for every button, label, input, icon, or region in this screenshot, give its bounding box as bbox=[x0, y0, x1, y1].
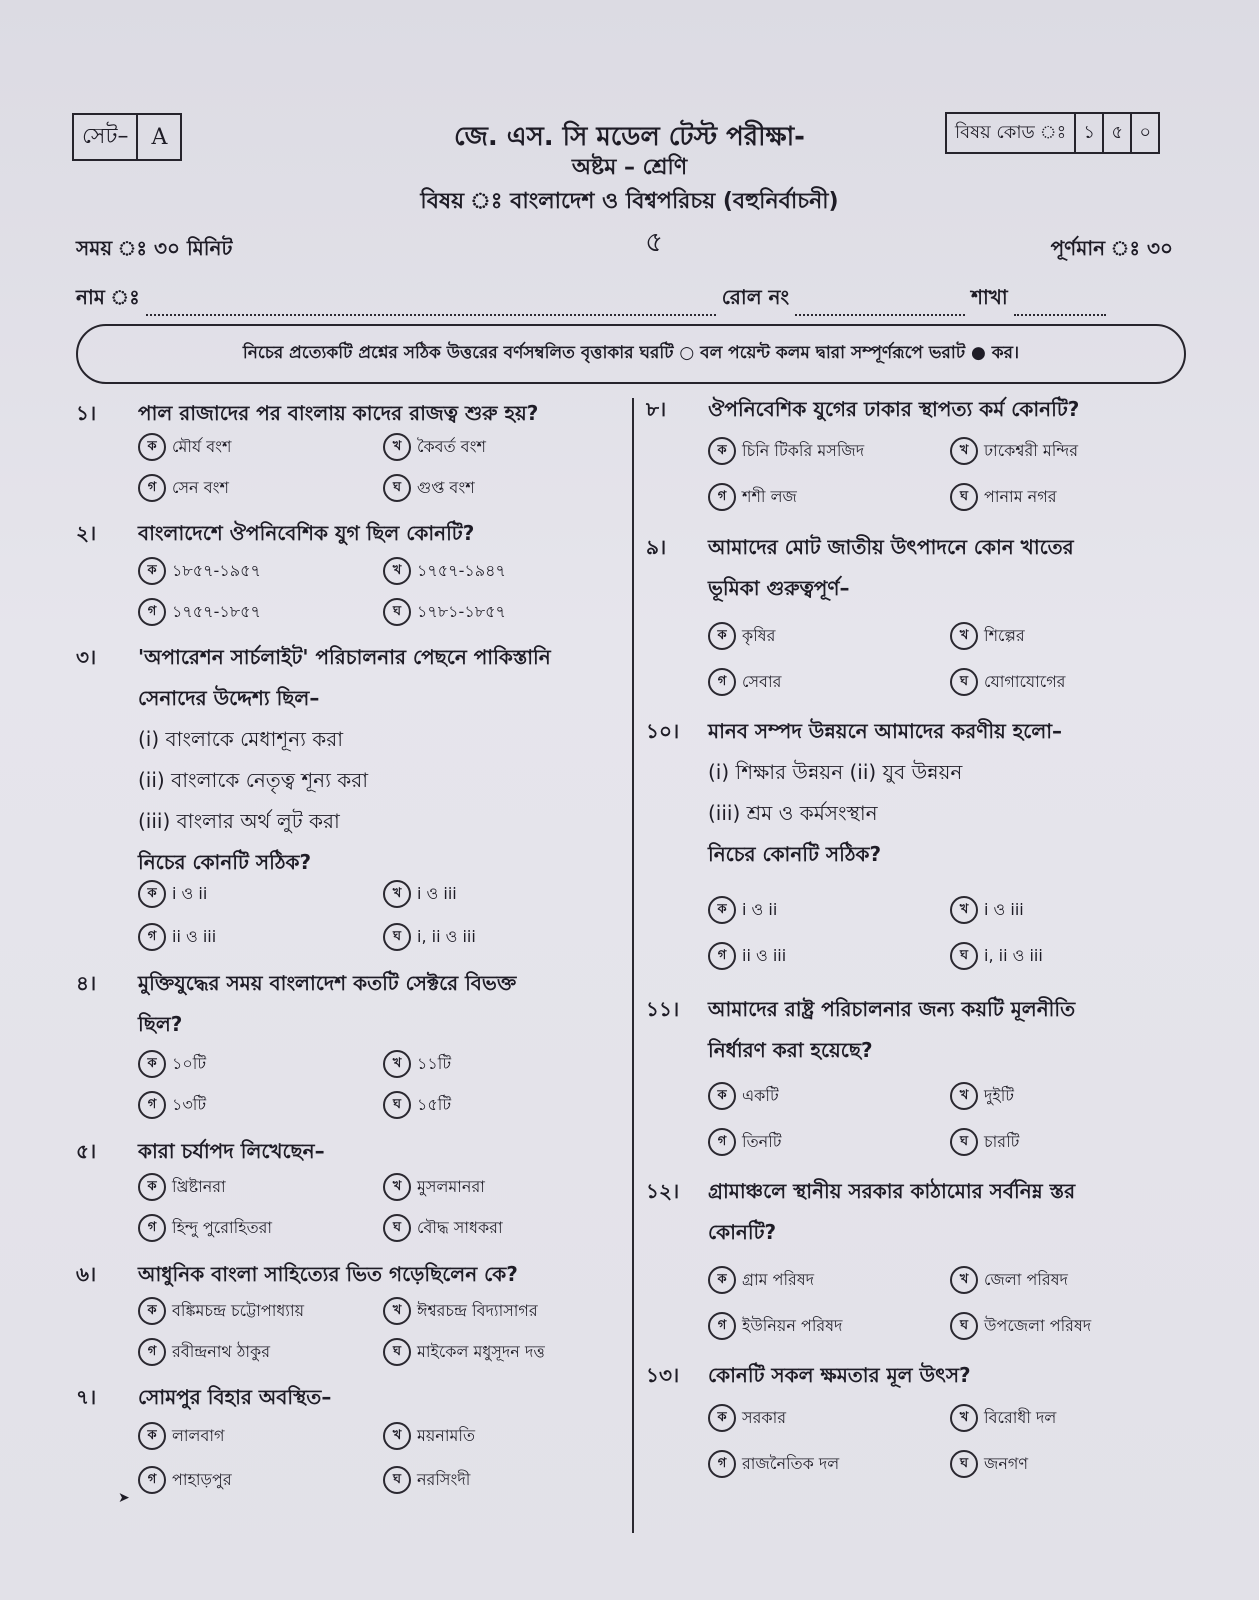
option-letter-icon[interactable]: খ bbox=[950, 622, 978, 650]
option-letter-icon[interactable]: খ bbox=[383, 1297, 411, 1325]
question-number: ২। bbox=[76, 521, 97, 545]
option-letter-icon[interactable]: ঘ bbox=[950, 942, 978, 970]
name-field[interactable] bbox=[146, 296, 716, 316]
question-prompt: নিচের কোনটি সঠিক? bbox=[138, 850, 312, 874]
option-text: বৌদ্ধ সাধকরা bbox=[417, 1217, 503, 1237]
answer-option[interactable] bbox=[950, 437, 1078, 465]
question-number: ১২। bbox=[646, 1179, 680, 1203]
option-text: i, ii ও iii bbox=[417, 926, 476, 946]
question-number: ১। bbox=[76, 401, 97, 425]
answer-option[interactable] bbox=[138, 557, 261, 585]
option-text: গুপ্ত বংশ bbox=[417, 477, 475, 497]
answer-option[interactable] bbox=[383, 474, 475, 502]
option-letter-icon[interactable]: খ bbox=[950, 1266, 978, 1294]
option-letter-icon[interactable]: খ bbox=[383, 433, 411, 461]
option-letter-icon[interactable]: ঘ bbox=[383, 1214, 411, 1242]
option-text: i ও iii bbox=[417, 883, 457, 903]
option-text: উপজেলা পরিষদ bbox=[984, 1315, 1092, 1335]
option-letter-icon[interactable]: ঘ bbox=[950, 1128, 978, 1156]
answer-option[interactable] bbox=[138, 880, 207, 908]
option-text: গ্রাম পরিষদ bbox=[742, 1269, 815, 1289]
option-letter-icon[interactable]: গ bbox=[138, 1091, 166, 1119]
option-text: মাইকেল মধুসূদন দত্ত bbox=[417, 1341, 545, 1361]
subject-code-label: বিষয় কোড ঃ bbox=[955, 121, 1067, 143]
option-text: সেবার bbox=[742, 671, 782, 691]
answer-option[interactable] bbox=[383, 1173, 485, 1201]
answer-option[interactable] bbox=[708, 668, 781, 696]
subject-code-digit: ৫ bbox=[1102, 114, 1130, 152]
question-number: ৪। bbox=[76, 971, 97, 995]
answer-option[interactable] bbox=[383, 1297, 538, 1325]
answer-option[interactable] bbox=[950, 668, 1065, 696]
set-value: A bbox=[136, 115, 180, 159]
option-text: সরকার bbox=[742, 1407, 787, 1427]
option-text: তিনটি bbox=[742, 1131, 782, 1151]
option-letter-icon[interactable]: গ bbox=[138, 923, 166, 951]
answer-option[interactable] bbox=[138, 1297, 304, 1325]
answer-option[interactable] bbox=[950, 1082, 1014, 1110]
answer-option[interactable] bbox=[383, 880, 457, 908]
subject-code-digit: ০ bbox=[1130, 114, 1158, 152]
instruction-text: নিচের প্রত্যেকটি প্রশ্নের সঠিক উত্তরের বর্ণসম্বলিত বৃত্তাকার ঘরটি ○ বল পয়েন্ট কলম দ্বারা সম্পূর্ণরূপে ভরাট ● কর। bbox=[242, 343, 1020, 363]
question-number: ৯। bbox=[646, 535, 667, 559]
option-text: দুইটি bbox=[984, 1085, 1015, 1105]
answer-option[interactable] bbox=[138, 1214, 272, 1242]
question-text: কোনটি সকল ক্ষমতার মূল উৎস? bbox=[708, 1363, 971, 1387]
answer-option[interactable] bbox=[138, 1091, 206, 1119]
option-letter-icon[interactable]: ঘ bbox=[950, 1450, 978, 1478]
option-letter-icon[interactable]: ঘ bbox=[383, 598, 411, 626]
option-letter-icon[interactable]: গ bbox=[708, 1312, 736, 1340]
answer-option[interactable] bbox=[950, 483, 1057, 511]
arrow-mark-icon: ➤ bbox=[118, 1490, 130, 1506]
question-text: ছিল? bbox=[138, 1012, 183, 1036]
answer-option[interactable] bbox=[950, 1128, 1019, 1156]
answer-option[interactable] bbox=[138, 474, 229, 502]
option-letter-icon[interactable]: ক bbox=[138, 1173, 166, 1201]
answer-option[interactable] bbox=[383, 433, 486, 461]
roll-field[interactable] bbox=[795, 296, 965, 316]
option-letter-icon[interactable]: খ bbox=[383, 880, 411, 908]
exam-title: জে. এস. সি মডেল টেস্ট পরীক্ষা- bbox=[454, 122, 805, 152]
answer-option[interactable] bbox=[708, 483, 797, 511]
question-text: ভূমিকা গুরুত্বপূর্ণ– bbox=[708, 576, 850, 600]
question-text: কারা চর্যাপদ লিখেছেন– bbox=[138, 1139, 325, 1163]
option-letter-icon[interactable]: খ bbox=[383, 1050, 411, 1078]
question-statement: (iii) শ্রম ও কর্মসংস্থান bbox=[708, 801, 878, 825]
question-text: মুক্তিযুদ্ধের সময় বাংলাদেশ কতটি সেক্টরে বিভক্ত bbox=[138, 971, 517, 995]
option-text: ১৭৫৭-১৮৫৭ bbox=[172, 601, 261, 621]
option-text: সেন বংশ bbox=[172, 477, 229, 497]
option-text: i ও ii bbox=[742, 899, 778, 919]
time-allowed: সময় ঃ ৩০ মিনিট bbox=[76, 236, 233, 260]
question-text: আমাদের মোট জাতীয় উৎপাদনে কোন খাতের bbox=[708, 535, 1074, 559]
answer-option[interactable] bbox=[708, 1266, 814, 1294]
question-number: ১১। bbox=[646, 997, 680, 1021]
question-number: ১০। bbox=[646, 719, 680, 743]
option-text: শিল্পের bbox=[984, 625, 1025, 645]
option-letter-icon[interactable]: ক bbox=[138, 1050, 166, 1078]
option-letter-icon[interactable]: ঘ bbox=[383, 923, 411, 951]
option-letter-icon[interactable]: ঘ bbox=[383, 1466, 411, 1494]
set-label: সেট– bbox=[82, 123, 129, 149]
option-letter-icon[interactable]: গ bbox=[138, 1466, 166, 1494]
option-text: জনগণ bbox=[984, 1453, 1029, 1473]
option-text: ১৮৫৭-১৯৫৭ bbox=[172, 560, 261, 580]
option-text: i ও ii bbox=[172, 883, 208, 903]
question-text: সোমপুর বিহার অবস্থিত– bbox=[138, 1385, 332, 1409]
question-statement: (i) বাংলাকে মেধাশূন্য করা bbox=[138, 727, 344, 751]
option-letter-icon[interactable]: ক bbox=[138, 880, 166, 908]
option-letter-icon[interactable]: ঘ bbox=[950, 1312, 978, 1340]
answer-option[interactable] bbox=[383, 1050, 451, 1078]
option-letter-icon[interactable]: ঘ bbox=[950, 668, 978, 696]
option-letter-icon[interactable]: ক bbox=[708, 437, 736, 465]
option-letter-icon[interactable]: গ bbox=[708, 942, 736, 970]
question-prompt: নিচের কোনটি সঠিক? bbox=[708, 842, 882, 866]
question-text: আমাদের রাষ্ট্র পরিচালনার জন্য কয়টি মূলনীতি bbox=[708, 997, 1076, 1021]
question-text: সেনাদের উদ্দেশ্য ছিল– bbox=[138, 686, 320, 710]
option-text: চিনি টিকরি মসজিদ bbox=[742, 440, 865, 460]
answer-option[interactable] bbox=[950, 622, 1025, 650]
option-text: i, ii ও iii bbox=[984, 945, 1043, 965]
answer-option[interactable] bbox=[708, 1082, 779, 1110]
question-statement: (iii) বাংলার অর্থ লুট করা bbox=[138, 809, 340, 833]
answer-option[interactable] bbox=[383, 598, 506, 626]
option-letter-icon[interactable]: ক bbox=[708, 1082, 736, 1110]
option-letter-icon[interactable]: ক bbox=[708, 1266, 736, 1294]
answer-option[interactable] bbox=[138, 1050, 206, 1078]
option-letter-icon[interactable]: ক bbox=[138, 557, 166, 585]
answer-option[interactable] bbox=[708, 622, 775, 650]
option-letter-icon[interactable]: খ bbox=[950, 896, 978, 924]
subject-code-digit: ১ bbox=[1074, 114, 1102, 152]
option-text: ১১টি bbox=[417, 1053, 452, 1073]
option-text: লালবাগ bbox=[172, 1425, 225, 1445]
handwritten-mark: ৫ bbox=[645, 225, 664, 258]
answer-option[interactable] bbox=[950, 942, 1043, 970]
option-text: মুসলমানরা bbox=[417, 1176, 485, 1196]
option-letter-icon[interactable]: খ bbox=[383, 1422, 411, 1450]
answer-option[interactable] bbox=[383, 923, 476, 951]
option-text: কৃষির bbox=[742, 625, 776, 645]
answer-option[interactable] bbox=[950, 896, 1024, 924]
answer-option[interactable] bbox=[708, 896, 777, 924]
option-text: কৈবর্ত বংশ bbox=[417, 436, 486, 456]
option-letter-icon[interactable]: খ bbox=[383, 1173, 411, 1201]
option-letter-icon[interactable]: গ bbox=[138, 1338, 166, 1366]
answer-option[interactable] bbox=[383, 1466, 470, 1494]
answer-option[interactable] bbox=[138, 923, 216, 951]
option-text: ১৩টি bbox=[172, 1094, 207, 1114]
answer-option[interactable] bbox=[138, 598, 261, 626]
option-letter-icon[interactable]: ক bbox=[138, 433, 166, 461]
question-number: ১৩। bbox=[646, 1363, 680, 1387]
option-text: ঈশ্বরচন্দ্র বিদ্যাসাগর bbox=[417, 1300, 538, 1320]
question-text: বাংলাদেশে ঔপনিবেশিক যুগ ছিল কোনটি? bbox=[138, 521, 475, 545]
answer-option[interactable] bbox=[708, 1450, 839, 1478]
answer-option[interactable] bbox=[708, 1312, 842, 1340]
option-letter-icon[interactable]: ক bbox=[708, 1404, 736, 1432]
option-text: জেলা পরিষদ bbox=[984, 1269, 1068, 1289]
option-text: মৌর্য বংশ bbox=[172, 436, 232, 456]
question-number: ৭। bbox=[76, 1385, 97, 1409]
question-statement: (ii) বাংলাকে নেতৃত্ব শূন্য করা bbox=[138, 768, 369, 792]
answer-option[interactable] bbox=[383, 1338, 545, 1366]
class-title: অষ্টম – শ্রেণি bbox=[571, 155, 688, 180]
name-label: নাম ঃ bbox=[76, 285, 140, 309]
question-text: ঔপনিবেশিক যুগের ঢাকার স্থাপত্য কর্ম কোনটি? bbox=[708, 397, 1080, 421]
question-number: ৬। bbox=[76, 1262, 97, 1286]
option-text: খ্রিষ্টানরা bbox=[172, 1176, 226, 1196]
student-info-line bbox=[76, 283, 1186, 316]
answer-option[interactable] bbox=[950, 1404, 1056, 1432]
answer-option[interactable] bbox=[708, 1128, 781, 1156]
option-text: চারটি bbox=[984, 1131, 1020, 1151]
option-letter-icon[interactable]: গ bbox=[708, 1450, 736, 1478]
option-text: ii ও iii bbox=[742, 945, 787, 965]
option-text: একটি bbox=[742, 1085, 779, 1105]
option-text: ১৭৫৭-১৯৪৭ bbox=[417, 560, 506, 580]
answer-option[interactable] bbox=[383, 557, 506, 585]
question-text: পাল রাজাদের পর বাংলায় কাদের রাজত্ব শুরু হয়? bbox=[138, 401, 539, 425]
option-text: ময়নামতি bbox=[417, 1425, 475, 1445]
option-letter-icon[interactable]: ক bbox=[138, 1297, 166, 1325]
option-letter-icon[interactable]: ঘ bbox=[383, 1338, 411, 1366]
answer-option[interactable] bbox=[708, 1404, 786, 1432]
option-letter-icon[interactable]: ক bbox=[138, 1422, 166, 1450]
option-letter-icon[interactable]: ঘ bbox=[383, 1091, 411, 1119]
answer-option[interactable] bbox=[383, 1422, 475, 1450]
full-marks: পূর্ণমান ঃ ৩০ bbox=[1050, 236, 1173, 260]
question-text: কোনটি? bbox=[708, 1220, 777, 1244]
subject-title: বিষয় ঃ বাংলাদেশ ও বিশ্বপরিচয় (বহুনির্বাচনী) bbox=[420, 189, 839, 214]
answer-option[interactable] bbox=[708, 942, 786, 970]
option-letter-icon[interactable]: গ bbox=[708, 668, 736, 696]
option-text: বঙ্কিমচন্দ্র চট্টোপাধ্যায় bbox=[172, 1300, 305, 1320]
question-number: ৫। bbox=[76, 1139, 97, 1163]
section-field[interactable] bbox=[1014, 296, 1106, 316]
option-text: ১৭৮১-১৮৫৭ bbox=[417, 601, 506, 621]
answer-option[interactable] bbox=[138, 1422, 225, 1450]
option-text: i ও iii bbox=[984, 899, 1024, 919]
answer-option[interactable] bbox=[138, 1338, 270, 1366]
question-text: নির্ধারণ করা হয়েছে? bbox=[708, 1038, 873, 1062]
option-letter-icon[interactable]: গ bbox=[708, 483, 736, 511]
roll-label: রোল নং bbox=[721, 285, 790, 309]
option-text: ঢাকেশ্বরী মন্দির bbox=[984, 440, 1079, 460]
option-text: রবীন্দ্রনাথ ঠাকুর bbox=[172, 1341, 271, 1361]
option-letter-icon[interactable]: খ bbox=[950, 1404, 978, 1432]
option-text: বিরোধী দল bbox=[984, 1407, 1057, 1427]
option-letter-icon[interactable]: ক bbox=[708, 896, 736, 924]
option-text: হিন্দু পুরোহিতরা bbox=[172, 1217, 273, 1237]
answer-option[interactable] bbox=[383, 1091, 451, 1119]
question-text: গ্রামাঞ্চলে স্থানীয় সরকার কাঠামোর সর্বনিম্ন স্তর bbox=[708, 1179, 1076, 1203]
option-text: যোগাযোগের bbox=[984, 671, 1066, 691]
column-divider bbox=[632, 398, 634, 1533]
option-text: নরসিংদী bbox=[417, 1469, 471, 1489]
answer-option[interactable] bbox=[950, 1266, 1068, 1294]
option-text: শশী লজ bbox=[742, 486, 797, 506]
option-text: ১৫টি bbox=[417, 1094, 452, 1114]
answer-option[interactable] bbox=[138, 1173, 226, 1201]
option-letter-icon[interactable]: ক bbox=[708, 622, 736, 650]
question-text: 'অপারেশন সার্চলাইট' পরিচালনার পেছনে পাকিস্তানি bbox=[138, 645, 551, 669]
option-text: ইউনিয়ন পরিষদ bbox=[742, 1315, 843, 1335]
answer-option[interactable] bbox=[708, 437, 864, 465]
instruction-box bbox=[76, 324, 1186, 384]
option-text: ii ও iii bbox=[172, 926, 217, 946]
answer-option[interactable] bbox=[950, 1450, 1028, 1478]
option-text: পানাম নগর bbox=[984, 486, 1057, 506]
option-letter-icon[interactable]: গ bbox=[708, 1128, 736, 1156]
answer-option[interactable] bbox=[138, 1466, 232, 1494]
option-text: রাজনৈতিক দল bbox=[742, 1453, 840, 1473]
question-number: ৩। bbox=[76, 645, 97, 669]
option-text: পাহাড়পুর bbox=[172, 1469, 232, 1489]
option-letter-icon[interactable]: গ bbox=[138, 1214, 166, 1242]
question-text: মানব সম্পদ উন্নয়নে আমাদের করণীয় হলো– bbox=[708, 719, 1063, 743]
option-letter-icon[interactable]: ঘ bbox=[950, 483, 978, 511]
option-letter-icon[interactable]: খ bbox=[950, 1082, 978, 1110]
answer-option[interactable] bbox=[138, 433, 232, 461]
subject-code-box bbox=[945, 112, 1160, 154]
option-text: ১০টি bbox=[172, 1053, 207, 1073]
answer-option[interactable] bbox=[950, 1312, 1091, 1340]
option-letter-icon[interactable]: ঘ bbox=[383, 474, 411, 502]
question-number: ৮। bbox=[646, 397, 667, 421]
question-statement: (i) শিক্ষার উন্নয়ন (ii) যুব উন্নয়ন bbox=[708, 760, 963, 784]
option-letter-icon[interactable]: গ bbox=[138, 474, 166, 502]
option-letter-icon[interactable]: গ bbox=[138, 598, 166, 626]
option-letter-icon[interactable]: খ bbox=[383, 557, 411, 585]
question-text: আধুনিক বাংলা সাহিত্যের ভিত গড়েছিলেন কে? bbox=[138, 1262, 518, 1286]
answer-option[interactable] bbox=[383, 1214, 503, 1242]
section-label: শাখা bbox=[971, 285, 1008, 309]
option-letter-icon[interactable]: খ bbox=[950, 437, 978, 465]
